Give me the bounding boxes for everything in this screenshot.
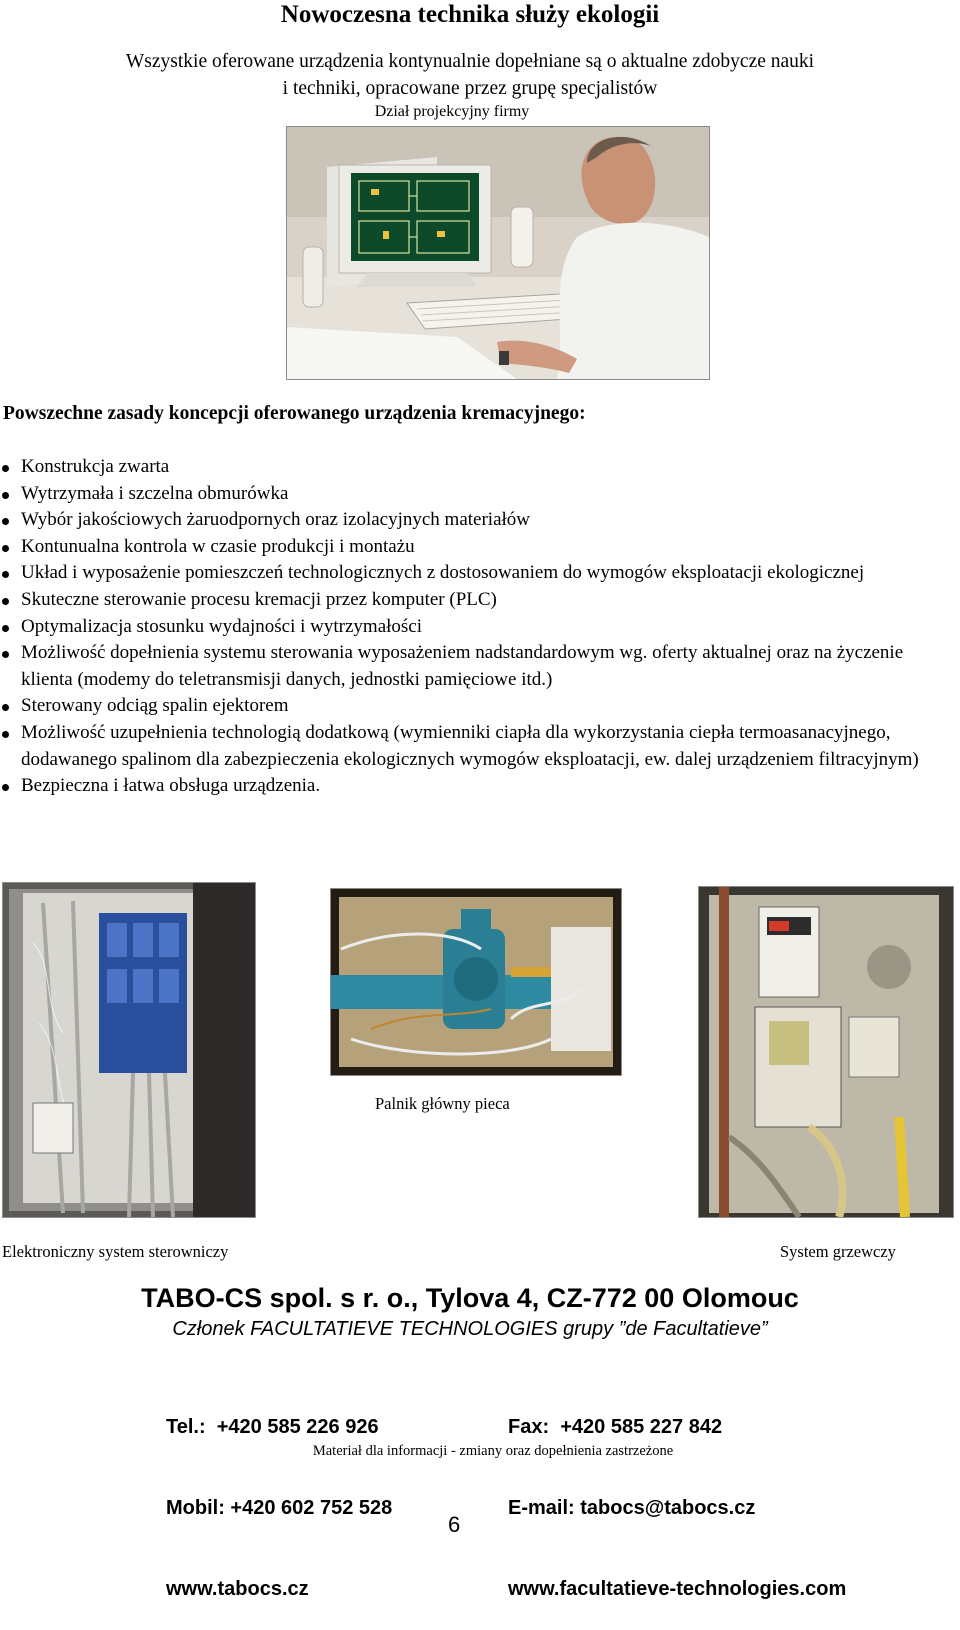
list-item: Wytrzymała i szczelna obmurówka (0, 481, 955, 508)
contact-right (508, 1360, 846, 1630)
intro-line-2: i techniki, opracowane przez grupę specjalistów (282, 78, 658, 99)
page-number: 6 (448, 1512, 461, 1537)
heating-system-caption: System grzewczy (780, 1242, 896, 1261)
page-title: Nowoczesna technika służy ekologii (280, 1, 660, 28)
disclaimer: Materiał dla informacji - zmiany oraz dopełnienia zastrzeżone (312, 1443, 674, 1459)
company-website: www.tabocs.cz (166, 1578, 309, 1600)
features-list (0, 454, 955, 800)
list-item: Sterowany odciąg spalin ejektorem (0, 693, 955, 720)
company-name: TABO-CS spol. s r. o., Tylova 4, CZ-772 00 Olomouc (141, 1283, 799, 1313)
bullet-icon (2, 651, 9, 658)
bullet-icon (2, 784, 9, 791)
photo-caption: Dział projekcyjny firmy (374, 103, 530, 120)
bullet-icon (2, 731, 9, 738)
bullet-icon (2, 598, 9, 605)
group-membership: Członek FACULTATIEVE TECHNOLOGIES grupy ”de Facultatieve” (172, 1318, 768, 1340)
office-photo (286, 126, 710, 380)
intro-text (0, 48, 940, 102)
fax-number: Fax: +420 585 227 842 (508, 1416, 723, 1438)
phone-number: Tel.: +420 585 226 926 (166, 1416, 379, 1438)
list-item: Możliwość dopełnienia systemu sterowania wyposażeniem nadstandardowym wg. oferty aktualnej oraz na życzenie klienta (modemy do teletransmisji danych, jednostki pamięciowe itd.) (0, 640, 955, 693)
bullet-icon (2, 465, 9, 472)
bullet-icon (2, 704, 9, 711)
bullet-icon (2, 571, 9, 578)
list-item: Wybór jakościowych żaruodpornych oraz izolacyjnych materiałów (0, 507, 955, 534)
bullet-icon (2, 625, 9, 632)
list-item: Skuteczne sterowanie procesu kremacji przez komputer (PLC) (0, 587, 955, 614)
list-item: Kontunualna kontrola w czasie produkcji i montażu (0, 534, 955, 561)
contact-left (166, 1360, 392, 1630)
heating-system-photo (698, 886, 954, 1218)
list-item: Bezpieczna i łatwa obsługa urządzenia. (0, 773, 955, 800)
mobile-number: Mobil: +420 602 752 528 (166, 1497, 393, 1519)
list-item: Możliwość uzupełnienia technologią dodatkową (wymienniki ciapła dla wykorzystania ciepła termoasanacyjnego, dodawanego spalinom dla zabezpieczenia ekologicznych wymogów eksploatacji, ew. dalej urządzeniem filtracyjnym) (0, 720, 955, 773)
control-system-photo (2, 882, 256, 1218)
list-item: Optymalizacja stosunku wydajności i wytrzymałości (0, 614, 955, 641)
intro-line-1: Wszystkie oferowane urządzenia kontynualnie dopełniane są o aktualne zdobycze nauki (125, 51, 815, 72)
bullet-icon (2, 492, 9, 499)
bullet-icon (2, 545, 9, 552)
list-item: Układ i wyposażenie pomieszczeń technologicznych z dostosowaniem do wymogów eksploatacji ekologicznej (0, 560, 955, 587)
list-item: Konstrukcja zwarta (0, 454, 955, 481)
bullet-icon (2, 518, 9, 525)
control-system-caption: Elektroniczny system sterowniczy (2, 1242, 229, 1261)
burner-caption: Palnik główny pieca (375, 1094, 510, 1113)
group-website: www.facultatieve-technologies.com (508, 1578, 847, 1600)
email-address: E-mail: tabocs@tabocs.cz (508, 1497, 756, 1519)
burner-photo (330, 888, 622, 1076)
section-heading: Powszechne zasady koncepcji oferowanego urządzenia kremacyjnego: (3, 403, 586, 424)
